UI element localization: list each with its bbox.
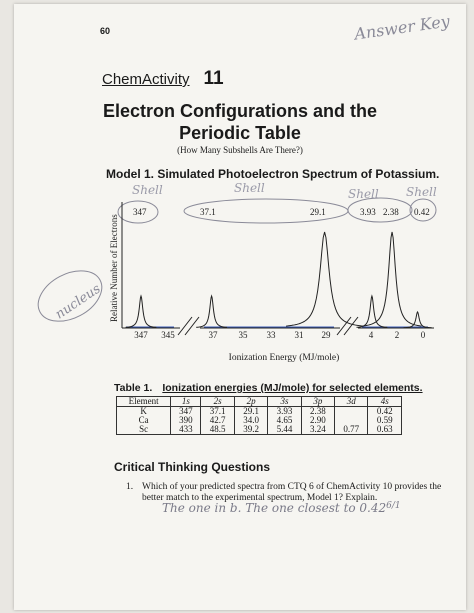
table-cell: 37.1 — [201, 407, 234, 417]
handwritten-answer — [162, 501, 401, 515]
activity-name: ChemActivity — [102, 71, 190, 88]
table-cell: 433 — [171, 425, 201, 435]
table-cell: 2.90 — [301, 416, 334, 425]
ionization-energy-table — [116, 396, 402, 435]
table-cell: 0.63 — [368, 425, 402, 435]
table-cell: 4.65 — [268, 416, 301, 425]
table-cell: Ca — [117, 416, 171, 425]
table-cell: 5.44 — [268, 425, 301, 435]
table-cell: 3.24 — [301, 425, 334, 435]
peak-label-37-1: 37.1 — [200, 207, 216, 217]
table-cell: 0.42 — [368, 407, 402, 417]
shell-label-3: Shell — [348, 187, 379, 201]
handwritten-oval-3 — [348, 198, 412, 222]
page-title-line1: Electron Configurations and the — [102, 101, 377, 121]
handwritten-answer-text: The one in b. The one closest to 0.42 — [162, 501, 387, 515]
table-cell: 48.5 — [201, 425, 234, 435]
model-title: Model 1. Simulated Photoelectron Spectrum of Potassium. — [106, 167, 440, 181]
shell-label-2: Shell — [234, 181, 265, 195]
table-cell: 0.77 — [335, 425, 368, 435]
table-cell: 3.93 — [268, 407, 301, 417]
header-element: Element — [117, 397, 171, 407]
y-axis-label: Relative Number of Electrons — [109, 214, 119, 322]
page-subtitle: (How Many Subshells Are There?) — [177, 145, 303, 155]
x-tick-35: 35 — [238, 330, 248, 340]
page-title-line2: Periodic Table — [179, 123, 301, 143]
x-tick-345: 345 — [161, 330, 175, 340]
header-2s: 2s — [201, 397, 234, 407]
table-row — [117, 425, 402, 435]
peak-label-2-38: 2.38 — [383, 207, 399, 217]
handwritten-answer-key: Answer Key — [353, 11, 451, 44]
x-tick-37: 37 — [208, 330, 218, 340]
spectrum-peak-37-1 — [196, 296, 227, 327]
shell-label-4: Shell — [406, 185, 437, 199]
table-cell: 2.38 — [301, 407, 334, 417]
table-title-text: Ionization energies (MJ/mole) for selected elements. — [162, 382, 423, 394]
table-cell — [335, 407, 368, 417]
table-header-row — [117, 397, 402, 407]
spectrum-peak-347 — [126, 296, 157, 327]
table-cell: 34.0 — [234, 416, 267, 425]
table-cell: 390 — [171, 416, 201, 425]
x-tick-33: 33 — [266, 330, 276, 340]
handwritten-answer-fraction: 6/1 — [386, 501, 401, 511]
x-tick-347: 347 — [134, 330, 148, 340]
x-tick-0: 0 — [420, 330, 426, 340]
axis-break-1a — [178, 317, 192, 335]
spectrum-peak-2-38 — [363, 232, 422, 326]
peak-label-347: 347 — [133, 207, 147, 217]
table-cell: Sc — [117, 425, 171, 435]
x-tick-2: 2 — [394, 330, 400, 340]
table-cell: K — [117, 407, 171, 417]
question-text: Which of your predicted spectra from CTQ 6 of ChemActivity 10 provides the better match to the experimental spectrum, Model 1? Explain. — [142, 482, 442, 503]
worksheet-page — [14, 4, 466, 610]
header-3d: 3d — [335, 397, 368, 407]
handwritten-nucleus: nucleus — [52, 281, 104, 323]
x-axis-label: Ionization Energy (MJ/mole) — [228, 353, 340, 363]
x-tick-31: 31 — [294, 330, 304, 340]
x-tick-29: 29 — [321, 330, 331, 340]
table-cell: 347 — [171, 407, 201, 417]
question-number: 1. — [126, 482, 134, 492]
table-cell: 0.59 — [368, 416, 402, 425]
activity-number: 11 — [203, 68, 224, 89]
axis-break-1b — [185, 317, 199, 335]
ctq-heading: Critical Thinking Questions — [114, 460, 271, 474]
x-tick-4: 4 — [368, 330, 374, 340]
header-3s: 3s — [268, 397, 301, 407]
spectrum-peak-29-1 — [286, 232, 363, 326]
header-3p: 3p — [301, 397, 334, 407]
shell-label-1: Shell — [132, 183, 163, 197]
axis-break-2b — [344, 317, 358, 335]
table-cell: 42.7 — [201, 416, 234, 425]
table-row — [117, 407, 402, 417]
header-1s: 1s — [171, 397, 201, 407]
table-cell: 29.1 — [234, 407, 267, 417]
peak-label-3-93: 3.93 — [360, 207, 376, 217]
table-title — [114, 382, 423, 394]
table-cell: 39.2 — [234, 425, 267, 435]
table-title-number: Table 1. — [114, 382, 153, 394]
page-number: 60 — [100, 26, 111, 36]
axis-break-2a — [337, 317, 351, 335]
peak-label-29-1: 29.1 — [310, 207, 326, 217]
header-2p: 2p — [234, 397, 267, 407]
peak-label-0-42: 0.42 — [414, 207, 430, 217]
header-4s: 4s — [368, 397, 402, 407]
photoelectron-spectrum-chart — [14, 4, 466, 384]
